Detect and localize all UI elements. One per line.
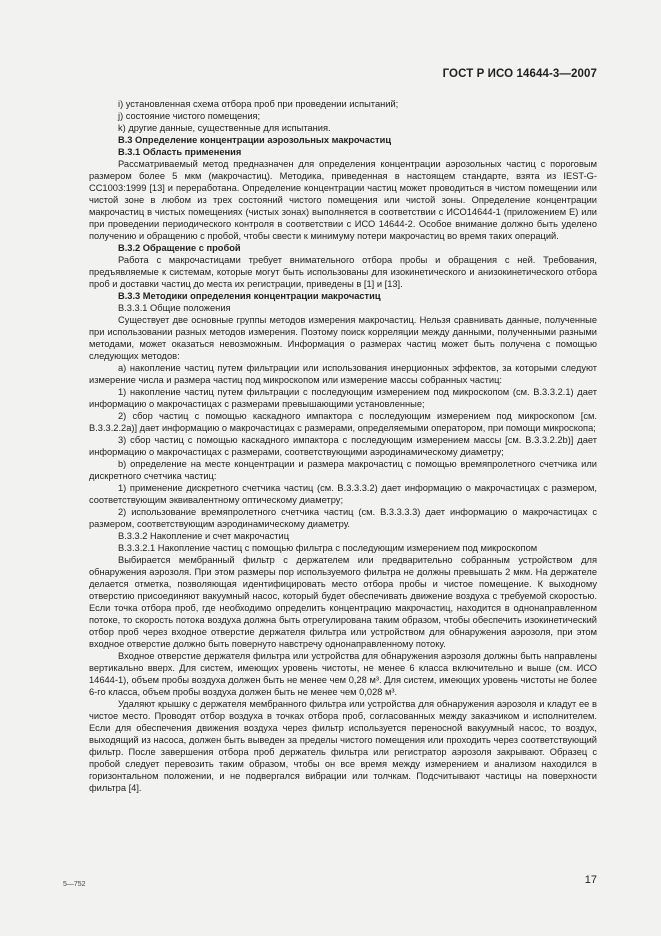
document-header: ГОСТ Р ИСО 14644-3—2007 [442, 68, 597, 80]
paragraph: Работа с макрочастицами требует внимательного отбора пробы и обращения с ней. Требования, предъявляемые к системам, которые могут быть использованы для изокинетического и анизокинетического отбора проб и доставки частиц до места их регистрации, приведены в [1] и [13]. [89, 255, 597, 289]
document-body [89, 98, 597, 794]
paragraph: Удаляют крышку с держателя мембранного фильтра или устройства для обнаружения аэрозоля и кладут ее в чистое место. Проводят отбор воздуха в точках отбора проб, согласованных между заказчиком и исполнителем. Если для обеспечения движения воздуха через фильтр используется переносной вакуумный насос, то воздух, выходящий из насоса, должен быть выведен за пределы чистого помещения или проходить через соответствующий фильтр. После завершения отбора проб держатель фильтра или регистратор аэрозоля закрывают. Образец с пробой следует перевозить таким образом, чтобы он все время между измерением и анализом находился в горизонтальном положении, и не подвергался вибрации или толчкам. Подсчитывают частицы на поверхности фильтра [4]. [89, 699, 597, 793]
paragraph: 1) накопление частиц путем фильтрации с последующим измерением под микроскопом (см. В.3.3.2.1) дает информацию о макрочастицах с размерами превышающими установленные; [89, 387, 597, 409]
section-heading: В.3 Определение концентрации аэрозольных макрочастиц [118, 135, 392, 145]
paragraph: а) накопление частиц путем фильтрации или использования инерционных эффектов, за которыми следуют измерение числа и размера частиц под микроскопом или измерение массы собранных частиц: [89, 363, 597, 385]
paragraph: Выбирается мембранный фильтр с держателем или предварительно собранным устройством для обнаружения аэрозоля. При этом размеры пор используемого фильтра не должны превышать 2 мкм. На держателе делается отметка, позволяющая идентифицировать место отбора пробы и чистое помещение. К выходному отверстию присоединяют вакуумный насос, который будет обеспечивать движение воздуха с требуемой скоростью. Если точка отбора проб, где необходимо определить концентрацию макрочастиц, находится в однонаправленном потоке, то скорость потока воздуха должна быть отрегулирована таким образом, чтобы обеспечить изокинетический отбор проб через входное отверстие держателя фильтра или устройством для обнаружения аэрозоля, при этом входное отверстие должно быть повернуто навстречу однонаправленному потоку. [89, 555, 597, 649]
paragraph: В.3.3.2 Накопление и счет макрочастиц [118, 531, 290, 541]
paragraph: Входное отверстие держателя фильтра или устройства для обнаружения аэрозоля должны быть направлены вертикально вверх. Для систем, имеющих уровень чистоты, не менее 6 класса включительно и выше (см. ИСО 14644-1), объем пробы воздуха должен быть не менее чем 0,28 м³. Для систем, имеющих уровень чистоты не более 6-го класса, объем пробы воздуха должен быть не менее чем 0,028 м³. [89, 651, 597, 697]
paragraph: 2) использование времяпролетного счетчика частиц (см. В.3.3.3.3) дает информацию о макрочастицах с размером, соответствующим аэродинамическому диаметру. [89, 507, 597, 529]
paragraph: 1) применение дискретного счетчика частиц (см. В.3.3.3.2) дает информацию о макрочастицах с размером, соответствующим эквивалентному оптическому диаметру; [89, 483, 597, 505]
paragraph: 3) сбор частиц с помощью каскадного импактора с последующим измерением массы [см. В.3.3.2.2b)] дает информацию о макрочастицах с размерами, соответствующими аэродинамическому диаметру; [89, 435, 597, 457]
paragraph: В.3.3.1 Общие положения [118, 303, 231, 313]
paragraph: В.3.3.2.1 Накопление частиц с помощью фильтра с последующим измерением под микроскопом [118, 543, 538, 553]
paragraph: j) состояние чистого помещения; [118, 111, 261, 121]
section-heading: В.3.3 Методики определения концентрации макрочастиц [118, 291, 381, 301]
print-code: 5—752 [63, 881, 86, 888]
paragraph: Существует две основные группы методов измерения макрочастиц. Нельзя сравнивать данные, полученные при использовании разных методов измерения. Поэтому поиск корреляции между данными, полученными разными методами, может оказаться невозможным. Информация о размерах частиц может быть получена с помощью следующих методов: [89, 315, 597, 361]
paragraph: i) установленная схема отбора проб при проведении испытаний; [118, 99, 399, 109]
section-heading: В.3.2 Обращение с пробой [118, 243, 241, 253]
paragraph: k) другие данные, существенные для испытания. [118, 123, 331, 133]
paragraph: 2) сбор частиц с помощью каскадного импактора с последующим измерением под микроскопом [см. В.3.3.2.2а)] дает информацию о макрочастицах с размерами, определяемыми оператором, при помощи микроскопа; [89, 411, 597, 433]
paragraph: Рассматриваемый метод предназначен для определения концентрации аэрозольных частиц с пороговым размером более 5 мкм (макрочастиц). Методика, приведенная в настоящем стандарте, взята из IEST-G-CC1003:1999 [13] и переработана. Определение концентрации частиц может проводиться в чистом помещении или чистой зоне в любом из трех состояний чистого помещения или чистой зоны. Определение концентрации макрочастиц в чистых помещениях (чистых зонах) выполняется в соответствии с ИСО14644-1 (приложением Е) или при проведении периодического контроля в соответствии с ИСО 14644-2. Особое внимание должно быть уделено получению и обращению с пробой, чтобы свести к минимуму потери макрочастиц во время таких операций. [89, 159, 597, 241]
page-number: 17 [584, 874, 597, 886]
section-heading: В.3.1 Область применения [118, 147, 242, 157]
paragraph: b) определение на месте концентрации и размера макрочастиц с помощью времяпролетного счетчика или дискретного счетчика частиц: [89, 459, 597, 481]
